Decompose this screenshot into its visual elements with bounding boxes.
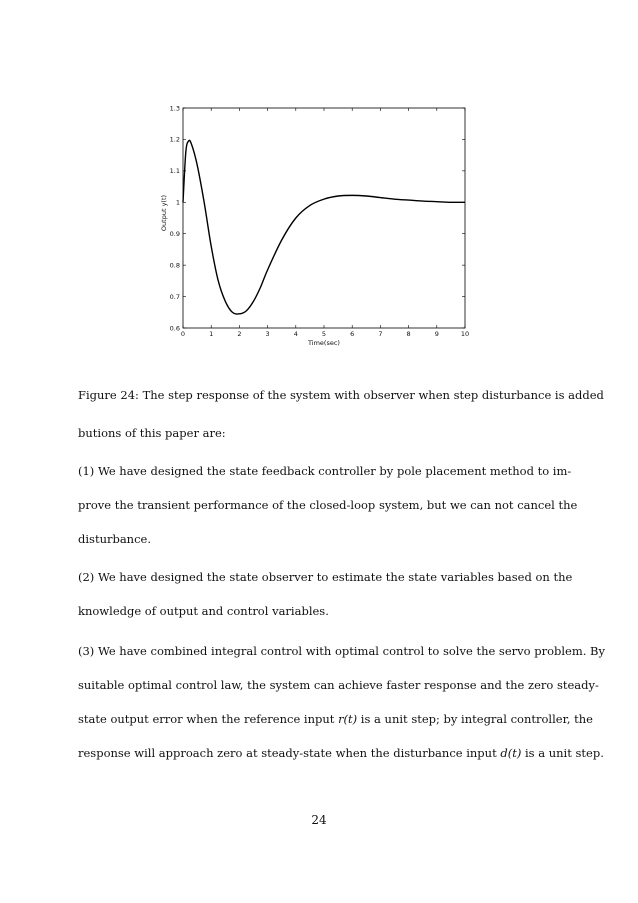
figure-caption-label: Figure 24: [78,388,139,402]
y-tick-label: 0.9 [169,230,180,239]
item3-line4-text-b: is a unit step. [521,746,604,760]
x-tick-label: 1 [209,330,214,338]
y-axis-label: Output y(t) [160,194,168,232]
y-tick-label: 0.7 [169,292,180,301]
item2-line1: (2) We have designed the state observer to estimate the state variables based on the [78,570,573,584]
item1-line1: (1) We have designed the state feedback controller by pole placement method to im- [78,464,572,478]
y-tick-label: 1.1 [169,167,180,176]
figure-caption [78,388,604,402]
x-tick-label: 7 [378,330,383,338]
disturbance-input-symbol: d(t) [500,746,522,760]
step-response-figure [150,90,490,360]
x-tick-label: 10 [460,330,470,338]
item3-line3 [78,712,593,726]
item3-line4-text-a: response will approach zero at steady-state when the disturbance input [78,746,501,760]
y-tick-label: 0.8 [169,261,180,270]
reference-input-symbol: r(t) [338,712,358,726]
x-tick-label: 3 [265,330,270,338]
figure-caption-text: The step response of the system with observer when step disturbance is added [142,388,604,402]
series-line-0 [183,140,465,314]
x-tick-label: 5 [321,330,327,338]
y-tick-label: 1.3 [169,104,180,113]
x-tick-label: 2 [237,330,242,338]
item3-line4 [78,746,604,760]
item3-line3-text-a: state output error when the reference input [78,712,339,726]
x-tick-label: 4 [293,330,298,338]
y-tick-label: 1 [175,198,180,207]
item3-line1: (3) We have combined integral control with optimal control to solve the servo problem. By [78,644,606,658]
x-tick-label: 9 [434,330,439,338]
item3-line2: suitable optimal control law, the system can achieve faster response and the zero steady- [78,678,599,692]
plot-frame [183,108,465,328]
x-tick-label: 6 [350,330,355,338]
item1-line2: prove the transient performance of the closed-loop system, but we can not cancel the [78,498,578,512]
item1-line3: disturbance. [78,532,151,546]
x-tick-label: 8 [406,330,411,338]
x-tick-label: 0 [180,330,186,338]
intro-line: butions of this paper are: [78,426,226,440]
x-axis-label: Time(sec) [308,339,340,347]
y-tick-label: 0.6 [169,324,180,333]
item2-line2: knowledge of output and control variables. [78,604,329,618]
step-response-chart [150,90,490,360]
page-number: 24 [311,813,327,827]
item3-line3-text-b: is a unit step; by integral controller, the [357,712,593,726]
y-tick-label: 1.2 [169,135,180,144]
